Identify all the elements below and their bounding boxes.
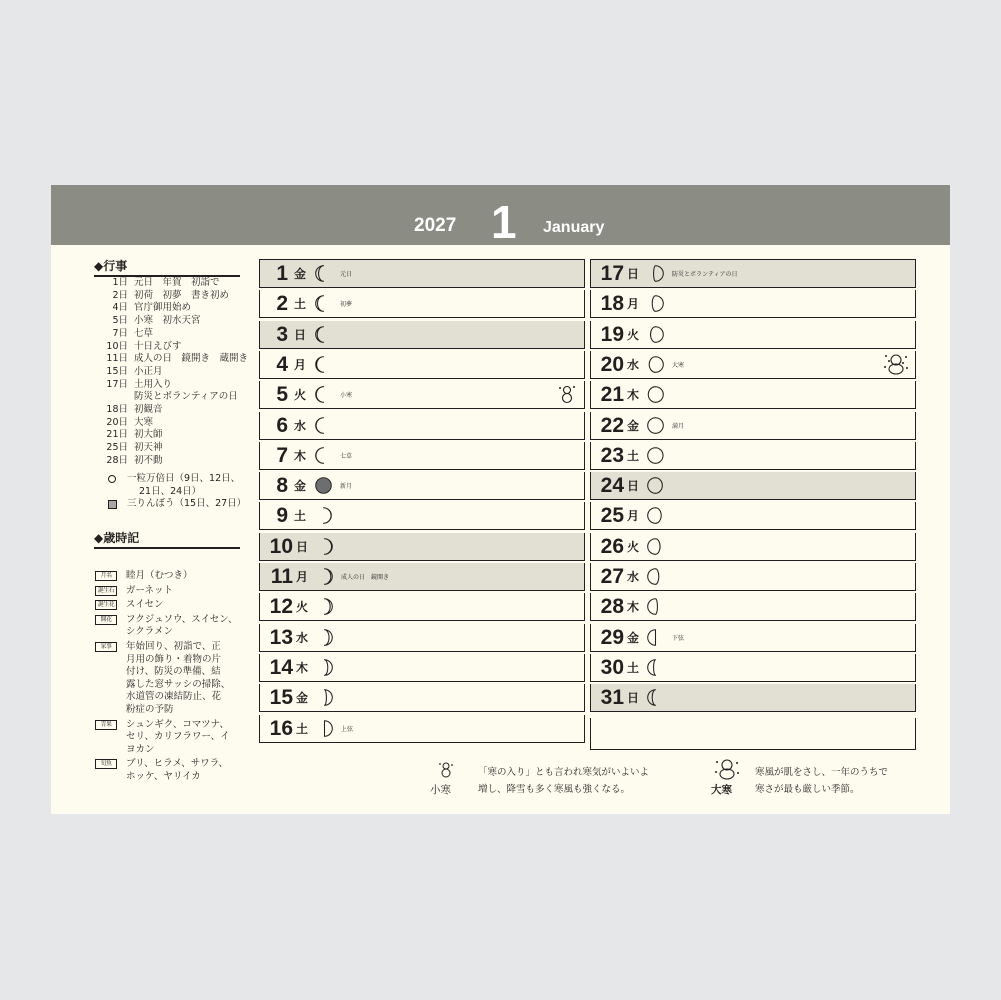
- legend-row: [105, 473, 255, 486]
- day-note: 七草: [340, 453, 353, 460]
- day-number: 14: [269, 656, 293, 679]
- almanac-row: [95, 614, 247, 639]
- almanac-row: [95, 719, 247, 757]
- weekday-label: 金: [627, 631, 640, 645]
- event-day: 2日: [112, 289, 128, 301]
- event-text: 成人の日 鏡開き 蔵開き: [134, 353, 249, 365]
- almanac-line: スイセン: [126, 599, 164, 611]
- weekday-label: 日: [294, 328, 307, 342]
- day-number: 30: [600, 656, 624, 679]
- day-number: 26: [600, 535, 624, 558]
- almanac-text: [117, 614, 247, 639]
- event-row: [91, 315, 251, 328]
- event-text: 七草: [134, 327, 154, 339]
- grid-top-border: [590, 259, 916, 260]
- day-number: 23: [600, 444, 624, 467]
- day-number: 15: [269, 686, 293, 709]
- almanac-tag: 青果: [95, 720, 117, 730]
- day-cell: [590, 412, 916, 440]
- day-cell: [590, 684, 916, 712]
- day-note: 成人の日 鏡開き: [341, 574, 390, 581]
- day-note: 元日: [340, 271, 353, 278]
- day-cell: [259, 321, 585, 349]
- day-note: 上弦: [341, 726, 354, 733]
- shokan-label: 小寒: [430, 784, 451, 796]
- daikan-line: 寒風が肌をさし、一年のうちで: [755, 767, 888, 778]
- event-row: [91, 290, 251, 303]
- almanac-title: ◆歳時記: [94, 531, 240, 549]
- weekday-label: 水: [294, 419, 307, 433]
- header-month: 1: [491, 196, 517, 248]
- almanac-line: 粉症の予防: [126, 703, 174, 715]
- square-mark-icon: [105, 498, 119, 511]
- day-cell: [590, 290, 916, 318]
- event-row: [91, 442, 251, 455]
- almanac-text: [117, 599, 247, 612]
- day-cell: [259, 502, 585, 530]
- weekday-label: 金: [296, 691, 309, 705]
- day-note: 大寒: [672, 362, 685, 369]
- event-row: [91, 328, 251, 341]
- events-list: [91, 277, 251, 468]
- day-number: 7: [276, 444, 288, 467]
- event-row: [91, 302, 251, 315]
- almanac-row: [95, 570, 247, 583]
- day-cell: [590, 351, 916, 379]
- legend-text: 三りんぼう（15日、27日）: [127, 498, 247, 510]
- almanac-line: 露した窓サッシの掃除、: [126, 678, 231, 690]
- weekday-label: 土: [627, 449, 640, 463]
- event-day: 28日: [106, 454, 128, 466]
- event-day: 7日: [112, 327, 128, 339]
- event-day: 5日: [112, 315, 128, 327]
- day-number: 10: [269, 535, 293, 558]
- day-cell: [590, 654, 916, 682]
- snowman-large-icon: [883, 352, 909, 380]
- grid-top-border: [259, 259, 585, 260]
- event-text: 初観音: [134, 404, 163, 416]
- day-number: 22: [600, 414, 624, 437]
- day-cell: [259, 260, 585, 288]
- legend-list: [105, 473, 255, 511]
- event-day: 18日: [106, 404, 128, 416]
- snowman-large-icon: [714, 758, 740, 780]
- weekday-label: 金: [294, 479, 307, 493]
- almanac-tag: 誕生石: [95, 586, 117, 596]
- day-number: 9: [276, 504, 288, 527]
- day-number: 3: [276, 323, 288, 346]
- day-cell: [590, 381, 916, 409]
- almanac-line: ヨカン: [126, 743, 155, 755]
- weekday-label: 日: [627, 479, 640, 493]
- almanac-line: 付け、防災の準備、結: [126, 666, 221, 678]
- day-cell: [259, 593, 585, 621]
- day-number: 6: [276, 414, 288, 437]
- shokan-description: [478, 764, 649, 798]
- day-cell: [590, 593, 916, 621]
- event-row: [91, 417, 251, 430]
- day-cell: [259, 684, 585, 712]
- event-day: 25日: [106, 442, 128, 454]
- legend-text: 21日、24日）: [139, 485, 202, 497]
- event-row: [91, 404, 251, 417]
- event-day: 15日: [106, 365, 128, 377]
- weekday-label: 土: [294, 297, 307, 311]
- day-number: 4: [276, 353, 288, 376]
- weekday-label: 金: [627, 419, 640, 433]
- almanac-line: ガーネット: [126, 584, 174, 596]
- event-day: 4日: [112, 302, 128, 314]
- day-cell: [259, 715, 585, 743]
- almanac-line: ホッケ、ヤリイカ: [126, 770, 201, 782]
- event-text: 防災とボランティアの日: [134, 391, 238, 403]
- weekday-label: 金: [294, 267, 307, 281]
- snowman-small-icon: [557, 384, 577, 408]
- weekday-label: 木: [627, 600, 640, 614]
- event-text: 土用入り: [134, 378, 173, 390]
- day-cell: [590, 563, 916, 591]
- day-cell: [590, 472, 916, 500]
- weekday-label: 月: [296, 570, 309, 584]
- day-cell: [259, 624, 585, 652]
- legend-text: 一粒万倍日（9日、12日、: [127, 473, 241, 484]
- event-text: 初荷 初夢 書き初め: [134, 289, 230, 301]
- event-text: 官庁御用始め: [134, 302, 192, 314]
- almanac-text: [117, 585, 247, 598]
- header-year: 2027: [414, 215, 457, 236]
- weekday-label: 水: [627, 570, 640, 584]
- weekday-label: 火: [294, 388, 307, 402]
- almanac-line: シュンギク、コマツナ、: [126, 718, 229, 730]
- day-cell: [590, 533, 916, 561]
- day-number: 21: [600, 383, 624, 406]
- day-cell: [259, 563, 585, 591]
- almanac-text: [117, 570, 247, 583]
- almanac-tag: 誕生花: [95, 600, 117, 610]
- event-day: 11日: [106, 353, 128, 365]
- almanac-line: フクジュソウ、スイセン、: [126, 613, 238, 625]
- event-row: [91, 391, 251, 404]
- empty-cell: [590, 718, 916, 750]
- daikan-description: [755, 764, 888, 798]
- almanac-line: 年始回り、初詣で、正: [126, 640, 221, 652]
- event-row: [91, 277, 251, 290]
- weekday-label: 火: [627, 540, 640, 554]
- weekday-label: 日: [627, 691, 640, 705]
- almanac-row: [95, 599, 247, 612]
- day-cell: [259, 654, 585, 682]
- day-cell: [590, 321, 916, 349]
- day-number: 31: [600, 686, 624, 709]
- event-day: 10日: [106, 340, 128, 352]
- day-number: 8: [276, 474, 288, 497]
- weekday-label: 水: [627, 358, 640, 372]
- day-note: 防災とボランティアの日: [672, 271, 738, 278]
- event-row: [91, 379, 251, 392]
- day-cell: [590, 260, 916, 288]
- weekday-label: 木: [294, 449, 307, 463]
- day-number: 27: [600, 565, 624, 588]
- event-day: 17日: [106, 378, 128, 390]
- weekday-label: 土: [627, 661, 640, 675]
- day-cell: [259, 351, 585, 379]
- weekday-label: 月: [294, 358, 307, 372]
- weekday-label: 水: [296, 631, 309, 645]
- weekday-label: 日: [296, 540, 309, 554]
- shokan-line: 「寒の入り」とも言われ寒気がいよいよ: [478, 767, 650, 778]
- weekday-label: 火: [296, 600, 309, 614]
- weekday-label: 月: [627, 297, 640, 311]
- daikan-label: 大寒: [711, 784, 732, 796]
- day-number: 29: [600, 626, 624, 649]
- almanac-list: [95, 570, 247, 786]
- event-day: 1日: [112, 277, 128, 288]
- snowman-small-icon: [437, 761, 455, 779]
- day-note: 新月: [340, 483, 353, 490]
- event-text: 小寒 初水天宮: [134, 315, 201, 327]
- daikan-line: 寒さが最も厳しい季節。: [755, 784, 860, 795]
- event-text: 初大師: [134, 429, 163, 441]
- almanac-line: 水道管の凍結防止、花: [126, 691, 222, 703]
- almanac-row: [95, 758, 247, 783]
- event-text: 初不動: [134, 454, 163, 466]
- event-day: 20日: [106, 416, 128, 428]
- day-note: 初夢: [340, 301, 353, 308]
- event-row: [91, 341, 251, 354]
- event-text: 元日 年賀 初詣で: [134, 277, 220, 288]
- event-day: [91, 391, 128, 404]
- day-number: 1: [276, 262, 288, 285]
- day-cell: [259, 412, 585, 440]
- day-cell: [590, 502, 916, 530]
- day-cell: [259, 442, 585, 470]
- day-number: 13: [269, 626, 293, 649]
- almanac-tag: 家事: [95, 642, 117, 652]
- almanac-row: [95, 641, 247, 717]
- circle-mark-icon: [105, 473, 119, 486]
- day-number: 2: [276, 292, 288, 315]
- day-cell: [259, 290, 585, 318]
- day-number: 24: [600, 474, 624, 497]
- legend-row: [105, 498, 255, 511]
- weekday-label: 土: [296, 722, 309, 736]
- header-month-name: January: [543, 219, 605, 236]
- event-text: 初天神: [134, 442, 163, 454]
- calendar-page: [51, 185, 950, 814]
- almanac-line: 月用の飾り・着物の片: [126, 653, 222, 665]
- day-note: 小寒: [340, 392, 353, 399]
- event-text: 小正月: [134, 365, 163, 377]
- almanac-line: シクラメン: [126, 626, 174, 638]
- day-cell: [590, 442, 916, 470]
- weekday-label: 月: [627, 509, 640, 523]
- event-row: [91, 429, 251, 442]
- day-number: 17: [600, 262, 624, 285]
- weekday-label: 木: [296, 661, 309, 675]
- almanac-tag: 開花: [95, 615, 117, 625]
- day-note: 下弦: [672, 635, 685, 642]
- month-header: [51, 185, 950, 248]
- day-number: 16: [269, 717, 293, 740]
- legend-indent: [105, 486, 119, 499]
- almanac-line: 睦月（むつき）: [126, 570, 193, 581]
- day-number: 5: [276, 383, 288, 406]
- event-day: 21日: [106, 429, 128, 441]
- event-row: [91, 455, 251, 468]
- almanac-line: ブリ、ヒラメ、サワラ、: [126, 758, 229, 770]
- legend-row: [105, 486, 255, 499]
- day-number: 20: [600, 353, 624, 376]
- events-title: ◆行事: [94, 259, 240, 277]
- day-number: 28: [600, 595, 624, 618]
- day-cell: [259, 381, 585, 409]
- event-row: [91, 353, 251, 366]
- almanac-line: セリ、カリフラワー、イ: [126, 731, 230, 743]
- event-text: 十日えびす: [134, 340, 182, 352]
- event-row: [91, 366, 251, 379]
- shokan-line: 増し、降雪も多く寒風も強くなる。: [478, 784, 631, 795]
- weekday-label: 木: [627, 388, 640, 402]
- almanac-text: [117, 641, 247, 717]
- almanac-row: [95, 585, 247, 598]
- day-number: 12: [269, 595, 293, 618]
- weekday-label: 火: [627, 328, 640, 342]
- day-number: 19: [600, 323, 624, 346]
- day-number: 11: [270, 565, 293, 588]
- almanac-tag: 旬魚: [95, 759, 117, 769]
- day-number: 25: [600, 504, 624, 527]
- day-cell: [259, 533, 585, 561]
- day-number: 18: [600, 292, 624, 315]
- day-cell: [259, 472, 585, 500]
- weekday-label: 土: [294, 509, 307, 523]
- almanac-text: [117, 719, 247, 757]
- weekday-label: 日: [627, 267, 640, 281]
- almanac-tag: 月名: [95, 571, 117, 581]
- almanac-text: [117, 758, 247, 783]
- day-note: 満月: [672, 423, 685, 430]
- day-cell: [590, 624, 916, 652]
- event-text: 大寒: [134, 416, 154, 428]
